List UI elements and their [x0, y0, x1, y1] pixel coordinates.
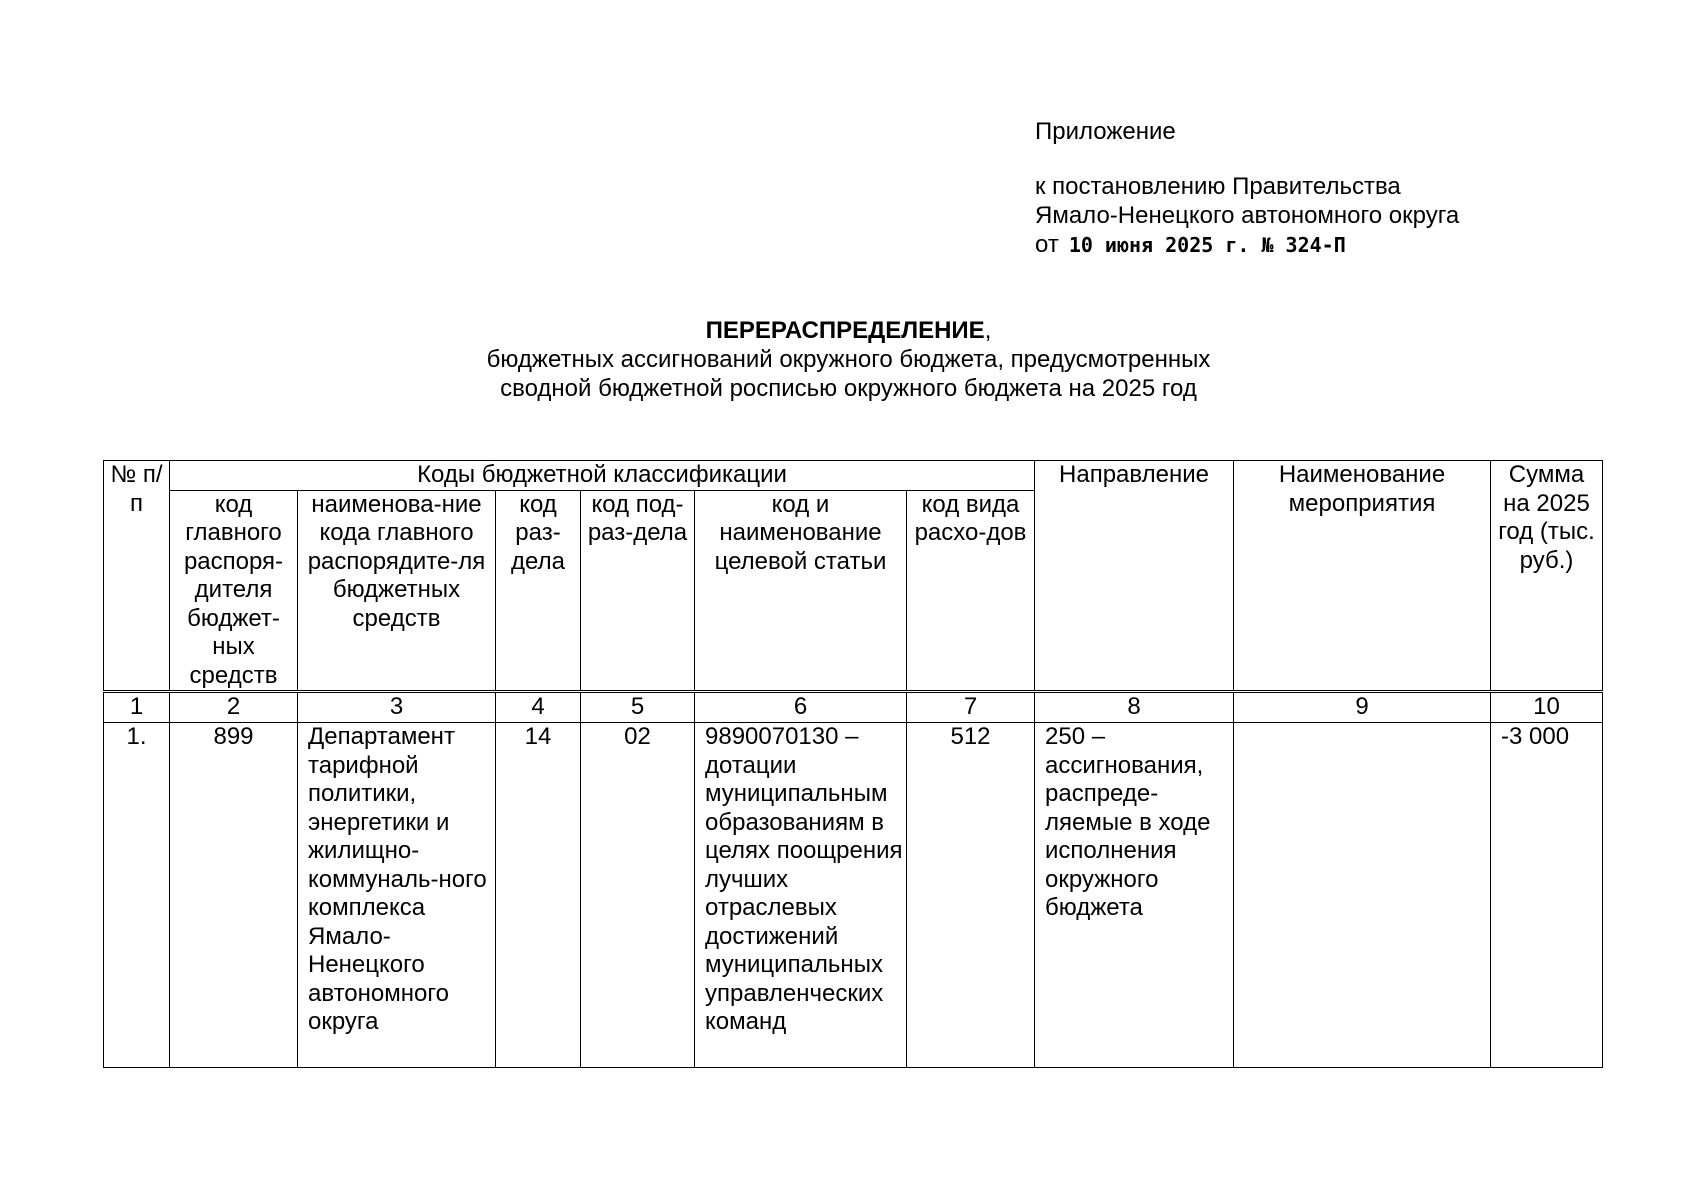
column-number: 1: [104, 692, 170, 723]
title-line-1: бюджетных ассигнований окружного бюджета, предусмотренных: [486, 346, 1211, 373]
header-subsection: код под-раз-дела: [581, 490, 695, 692]
appendix-block: [1035, 117, 1459, 260]
column-number: 2: [170, 692, 298, 723]
appendix-date-stamp: 10 июня 2025 г. № 324-П: [1068, 233, 1346, 257]
row-section: 14: [496, 723, 581, 1068]
row-num: 1.: [104, 723, 170, 1068]
column-number: 8: [1035, 692, 1234, 723]
budget-table: [103, 460, 1603, 1068]
header-direction: Направление: [1035, 461, 1234, 692]
header-sum: Сумма на 2025 год (тыс. руб.): [1491, 461, 1603, 692]
row-sum: -3 000: [1491, 723, 1603, 1068]
column-number: 7: [907, 692, 1035, 723]
row-direction: 250 – ассигнования, распреде-ляемые в ходе исполнения окружного бюджета: [1035, 723, 1234, 1068]
header-section: код раз-дела: [496, 490, 581, 692]
row-target: 9890070130 – дотации муниципальным образованиям в целях поощрения лучших отраслевых достижений муниципальных управленческих команд: [695, 723, 907, 1068]
header-num: № п/п: [104, 461, 170, 692]
column-number: 4: [496, 692, 581, 723]
column-number: 10: [1491, 692, 1603, 723]
table-row: [104, 723, 1603, 1068]
row-grbs-code: 899: [170, 723, 298, 1068]
header-codes-group: Коды бюджетной классификации: [170, 461, 1035, 491]
appendix-line-2: Ямало-Ненецкого автономного округа: [1035, 202, 1460, 229]
title-heading: ПЕРЕРАСПРЕДЕЛЕНИЕ: [705, 317, 985, 344]
header-event: Наименование мероприятия: [1234, 461, 1491, 692]
column-number: 5: [581, 692, 695, 723]
appendix-from: от: [1035, 231, 1059, 258]
header-grbs-name: наименова-ние кода главного распорядите-ля бюджетных средств: [298, 490, 496, 692]
row-subsection: 02: [581, 723, 695, 1068]
column-number: 9: [1234, 692, 1491, 723]
header-grbs-code: код главного распоря-дителя бюджет-ных средств: [170, 490, 298, 692]
header-target: код и наименование целевой статьи: [695, 490, 907, 692]
row-grbs-name: Департамент тарифной политики, энергетики и жилищно-коммуналь-ного комплекса Ямало-Ненецкого автономного округа: [298, 723, 496, 1068]
row-expense-type: 512: [907, 723, 1035, 1068]
row-event: [1234, 723, 1491, 1068]
spacer: [1035, 146, 1459, 172]
appendix-label: Приложение: [1035, 118, 1176, 145]
header-row-top: [104, 461, 1603, 491]
appendix-line-1: к постановлению Правительства: [1035, 173, 1401, 200]
appendix-date-line: [1035, 230, 1459, 260]
column-number: 6: [695, 692, 907, 723]
column-number: 3: [298, 692, 496, 723]
document-title: [0, 316, 1697, 403]
title-heading-line: [0, 316, 1697, 345]
header-expense-type: код вида расхо-дов: [907, 490, 1035, 692]
title-line-2: сводной бюджетной росписью окружного бюджета на 2025 год: [500, 375, 1197, 402]
title-heading-suffix: ,: [984, 317, 992, 344]
column-number-row: [104, 692, 1603, 723]
